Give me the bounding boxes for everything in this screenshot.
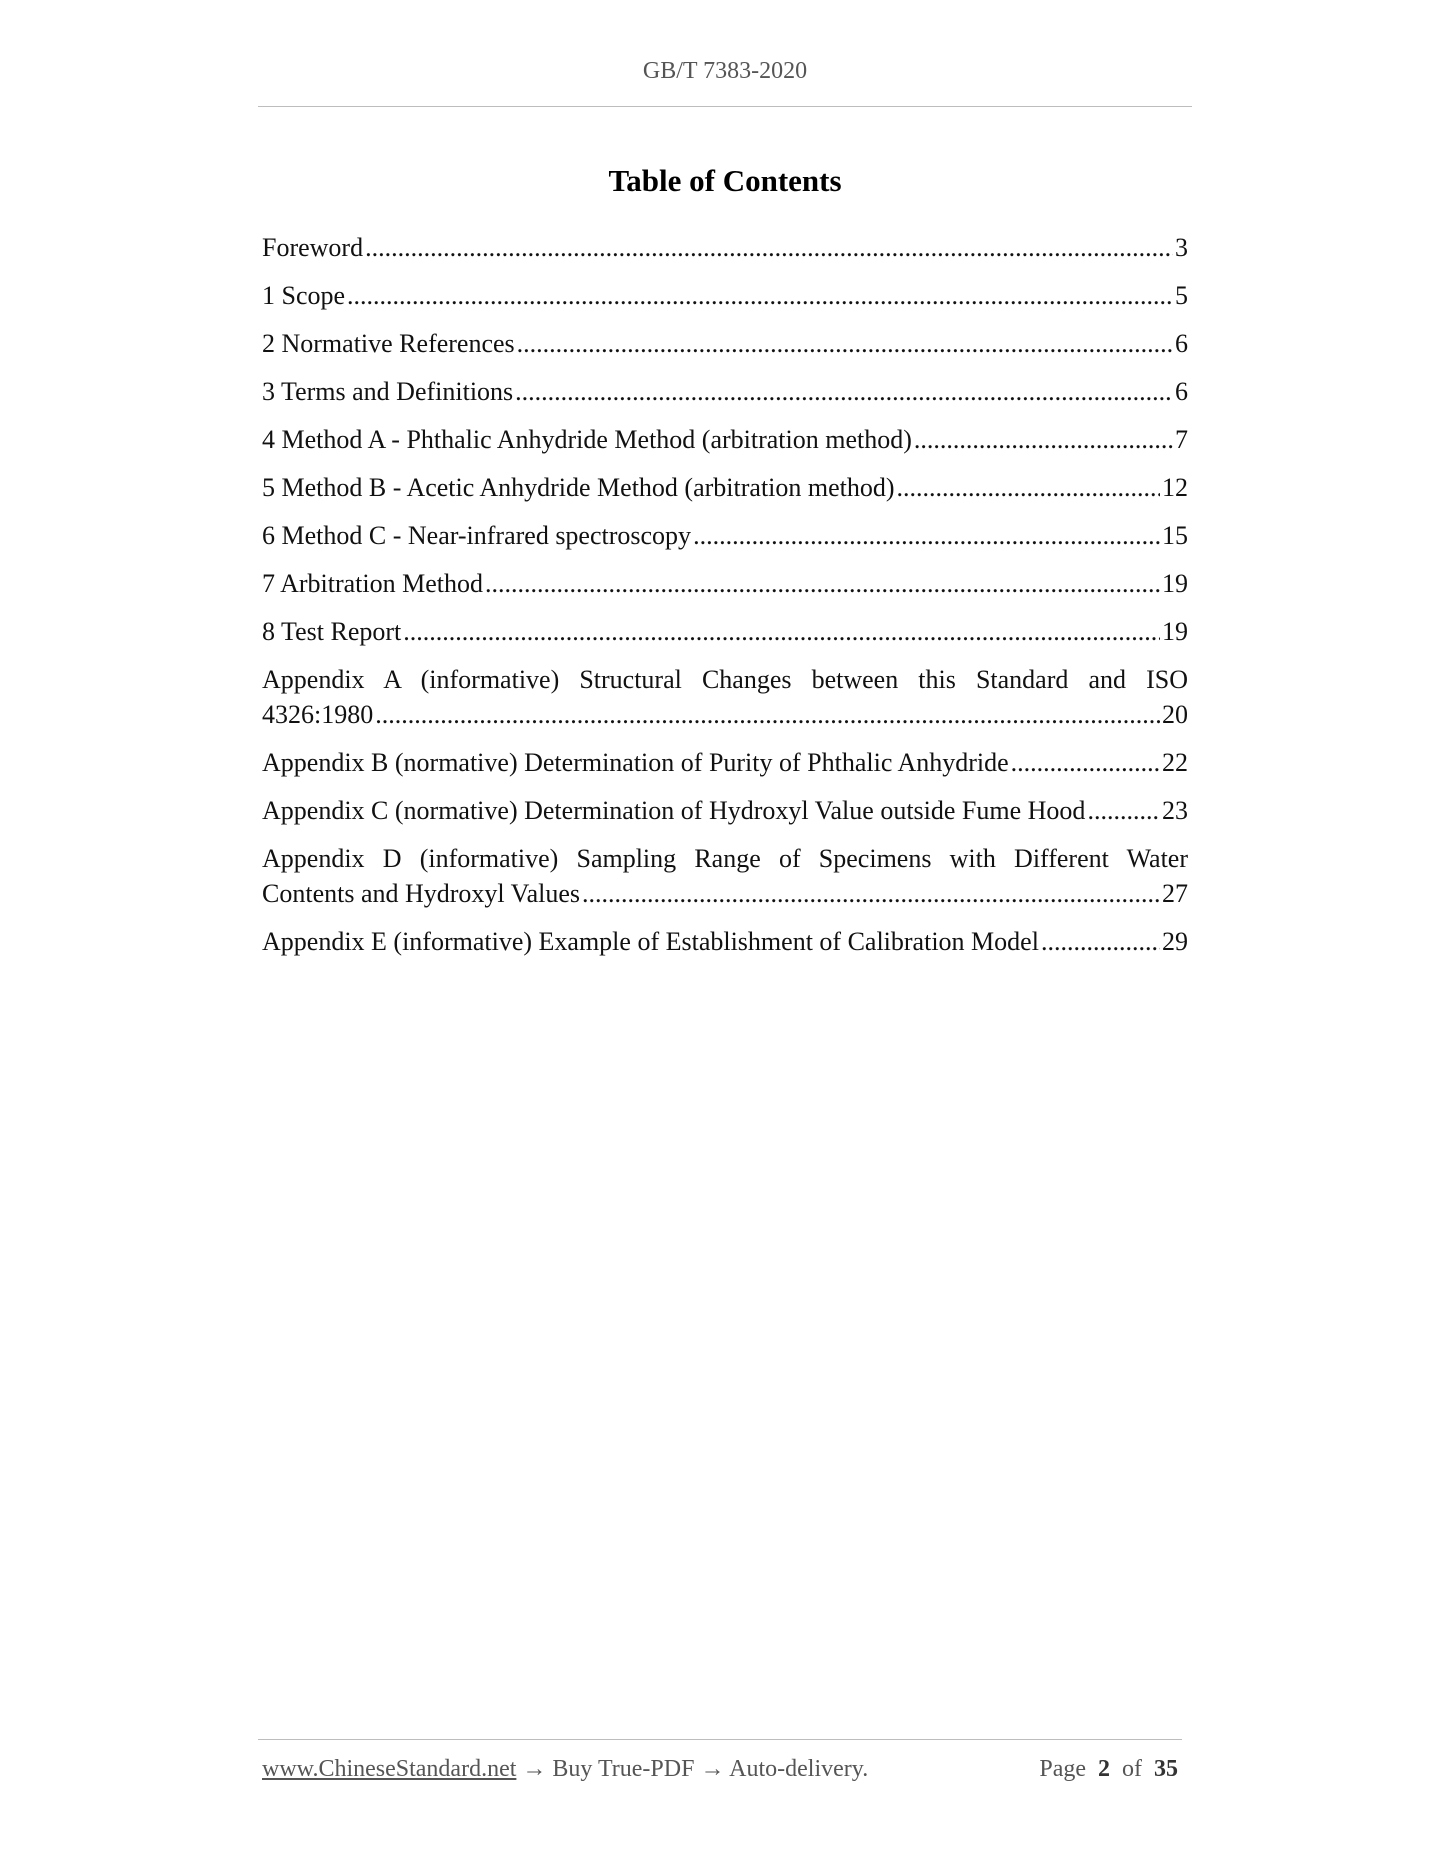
of-label: of: [1122, 1756, 1142, 1782]
toc-page-number: 29: [1162, 927, 1188, 956]
toc-page-number: 7: [1175, 425, 1188, 454]
toc-page-number: 6: [1175, 329, 1188, 358]
toc-entry-label: Appendix B (normative) Determination of Purity of Phthalic Anhydride: [262, 748, 1009, 777]
toc-leader-dots: [485, 566, 1160, 601]
toc-entry-foreword[interactable]: [262, 230, 1188, 265]
toc-entry-line2: [262, 876, 1188, 911]
toc-entry-appendix-e[interactable]: [262, 924, 1188, 959]
total-page-count: 35: [1154, 1756, 1178, 1782]
toc-entry-label: Appendix C (normative) Determination of Hydroxyl Value outside Fume Hood: [262, 796, 1086, 825]
toc-entry-test-report[interactable]: [262, 614, 1188, 649]
toc-entry-method-c[interactable]: [262, 518, 1188, 553]
toc-entry-normative-references[interactable]: [262, 326, 1188, 361]
toc-entry-label: 3 Terms and Definitions: [262, 377, 514, 406]
toc-page-number: 20: [1162, 700, 1188, 729]
toc-leader-dots: [693, 518, 1160, 553]
toc-entry-appendix-d[interactable]: [262, 841, 1188, 911]
toc-entry-label: 4 Method A - Phthalic Anhydride Method (arbitration method): [262, 425, 912, 454]
toc-page-number: 15: [1162, 521, 1188, 550]
toc-entry-label: 5 Method B - Acetic Anhydride Method (arbitration method): [262, 473, 895, 502]
toc-entry-arbitration-method[interactable]: [262, 566, 1188, 601]
toc-entry-appendix-c[interactable]: [262, 793, 1188, 828]
toc-leader-dots: [914, 422, 1173, 457]
toc-leader-dots: [347, 278, 1173, 313]
toc-entry-label: 6 Method C - Near-infrared spectroscopy: [262, 521, 692, 550]
toc-entry-label-continued: Contents and Hydroxyl Values: [262, 879, 580, 908]
website-link[interactable]: www.ChineseStandard.net: [262, 1756, 517, 1782]
toc-entry-terms-definitions[interactable]: [262, 374, 1188, 409]
toc-leader-dots: [403, 614, 1160, 649]
toc-page-number: 19: [1162, 569, 1188, 598]
toc-leader-dots: [1087, 793, 1160, 828]
toc-leader-dots: [897, 470, 1160, 505]
toc-leader-dots: [515, 374, 1173, 409]
toc-page-number: 27: [1162, 879, 1188, 908]
auto-delivery-text: Auto-delivery.: [729, 1756, 869, 1782]
buy-pdf-text: Buy True-PDF: [552, 1756, 695, 1782]
toc-entry-label: 7 Arbitration Method: [262, 569, 483, 598]
toc-entry-method-a[interactable]: [262, 422, 1188, 457]
toc-entry-label: Appendix E (informative) Example of Establishment of Calibration Model: [262, 927, 1039, 956]
toc-entry-appendix-b[interactable]: [262, 745, 1188, 780]
toc-leader-dots: [1041, 924, 1160, 959]
toc-page-number: 6: [1175, 377, 1188, 406]
toc-leader-dots: [582, 876, 1160, 911]
toc-page-number: 12: [1162, 473, 1188, 502]
toc-entry-label: Foreword: [262, 233, 364, 262]
toc-entry-label: 1 Scope: [262, 281, 346, 310]
arrow-right-icon: →: [700, 1756, 725, 1782]
toc-leader-dots: [517, 326, 1173, 361]
arrow-right-icon: →: [522, 1756, 547, 1782]
current-page-number: 2: [1098, 1756, 1110, 1782]
footer-divider: [258, 1739, 1182, 1740]
toc-entry-line2: [262, 697, 1188, 732]
toc-leader-dots: [375, 697, 1160, 732]
toc-entry-label: 2 Normative References: [262, 329, 515, 358]
toc-page-number: 5: [1175, 281, 1188, 310]
page-footer: [262, 1756, 1182, 1783]
table-of-contents: [262, 230, 1188, 972]
document-header: GB/T 7383-2020: [642, 58, 808, 84]
header-divider: [258, 106, 1192, 107]
toc-page-number: 22: [1162, 748, 1188, 777]
toc-leader-dots: [365, 230, 1173, 265]
page-indicator: [1039, 1756, 1178, 1783]
toc-entry-label: Appendix A (informative) Structural Changes between this Standard and ISO: [262, 665, 1188, 694]
page-label: Page: [1039, 1756, 1086, 1782]
toc-page-number: 3: [1175, 233, 1188, 262]
toc-page-number: 23: [1162, 796, 1188, 825]
toc-entry-label: Appendix D (informative) Sampling Range of Specimens with Different Water: [262, 844, 1188, 873]
toc-page-number: 19: [1162, 617, 1188, 646]
toc-leader-dots: [1011, 745, 1160, 780]
toc-entry-appendix-a[interactable]: [262, 662, 1188, 732]
toc-entry-method-b[interactable]: [262, 470, 1188, 505]
toc-entry-scope[interactable]: [262, 278, 1188, 313]
toc-entry-label-continued: 4326:1980: [262, 700, 374, 729]
toc-entry-label: 8 Test Report: [262, 617, 402, 646]
toc-title: Table of Contents: [608, 163, 842, 198]
